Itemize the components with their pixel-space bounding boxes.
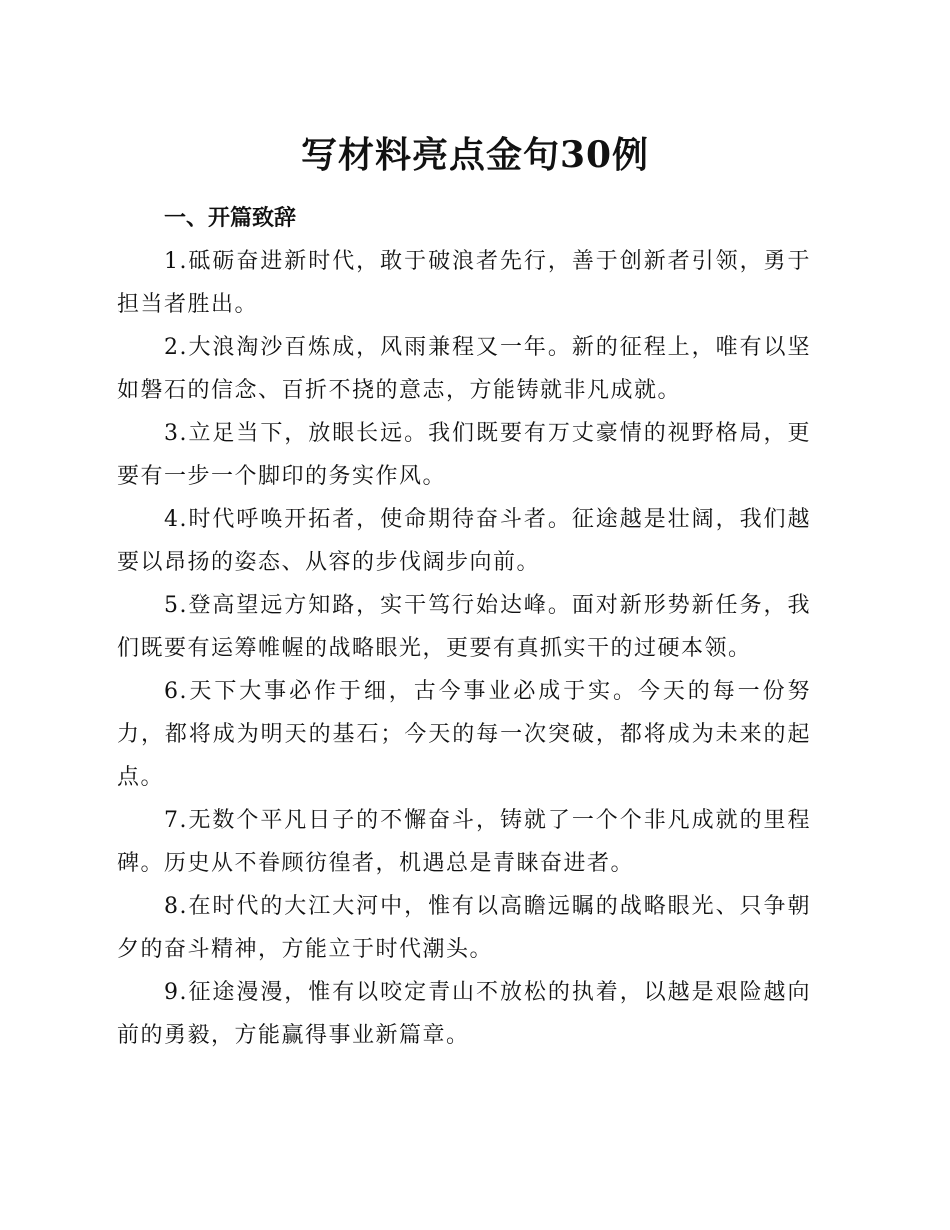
quote-item-4: 4.时代呼唤开拓者，使命期待奋斗者。征途越是壮阔，我们越要以昂扬的姿态、从容的步伐阔步向前。 (117, 507, 811, 575)
quote-item-5: 5.登高望远方知路，实干笃行始达峰。面对新形势新任务，我们既要有运筹帷幄的战略眼光，更要有真抓实干的过硬本领。 (117, 593, 811, 661)
quote-item-1: 1.砥砺奋进新时代，敢于破浪者先行，善于创新者引领，勇于担当者胜出。 (117, 249, 811, 317)
quote-item-2: 2.大浪淘沙百炼成，风雨兼程又一年。新的征程上，唯有以坚如磐石的信念、百折不挠的意志，方能铸就非凡成就。 (117, 335, 811, 403)
quote-item-7: 7.无数个平凡日子的不懈奋斗，铸就了一个个非凡成就的里程碑。历史从不眷顾彷徨者，机遇总是青睐奋进者。 (117, 808, 811, 876)
document-title: 写材料亮点金句30例 (300, 134, 650, 176)
quote-list (117, 240, 811, 1057)
quote-item-8: 8.在时代的大江大河中，惟有以高瞻远瞩的战略眼光、只争朝夕的奋斗精神，方能立于时代潮头。 (117, 894, 811, 962)
quote-item-9: 9.征途漫漫，惟有以咬定青山不放松的执着，以越是艰险越向前的勇毅，方能赢得事业新篇章。 (117, 980, 811, 1048)
quote-item-3: 3.立足当下，放眼长远。我们既要有万丈豪情的视野格局，更要有一步一个脚印的务实作风。 (117, 421, 811, 489)
quote-item-6: 6.天下大事必作于细，古今事业必成于实。今天的每一份努力，都将成为明天的基石；今天的每一次突破，都将成为未来的起点。 (117, 679, 811, 790)
section-heading: 一、开篇致辞 (164, 206, 297, 231)
